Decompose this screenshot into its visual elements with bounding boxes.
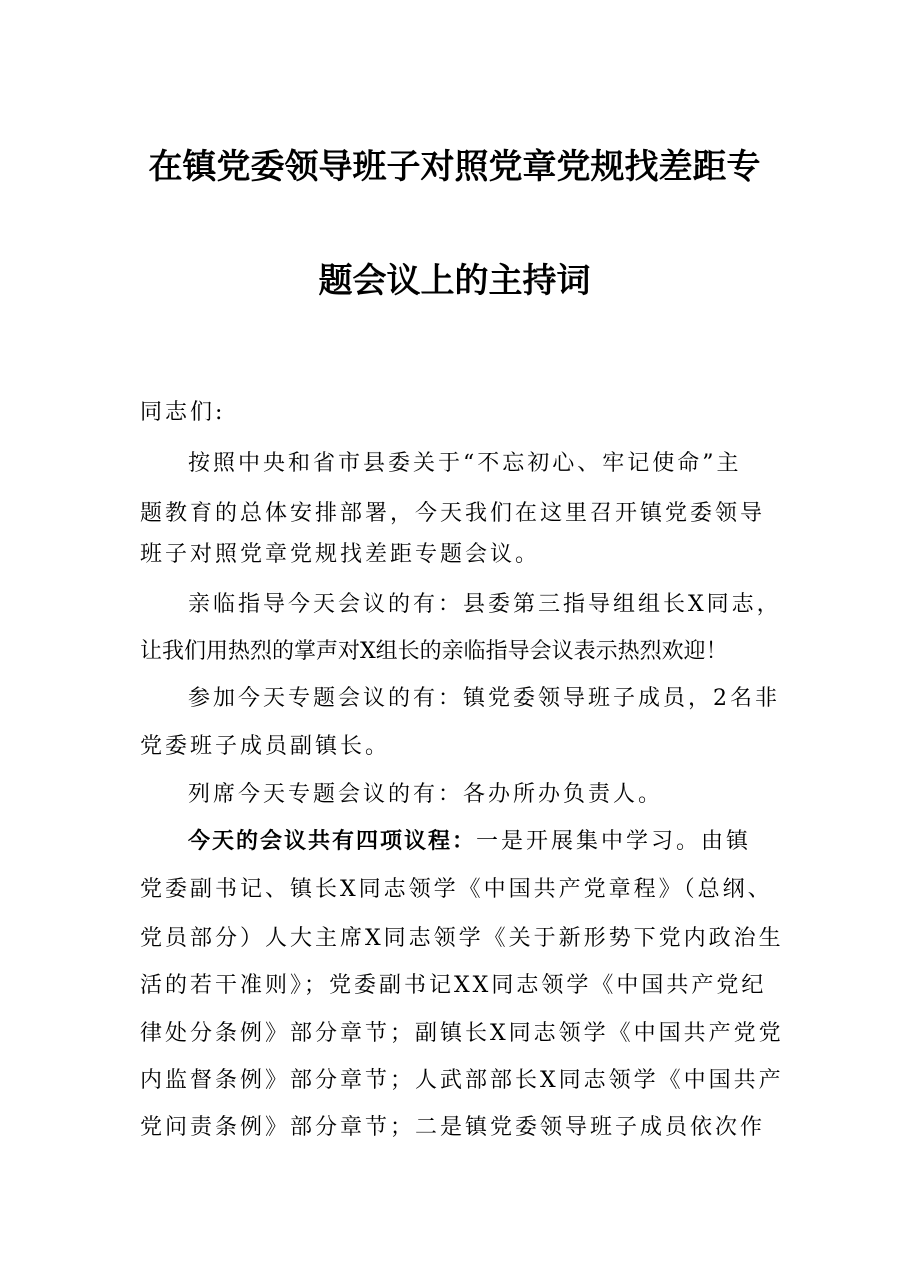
paragraph-line: 亲临指导今天会议的有：县委第三指导组组长X同志， xyxy=(188,592,782,617)
paragraph-line: 题教育的总体安排部署，今天我们在这里召开镇党委领导 xyxy=(140,501,766,526)
document-title-line-2: 题会议上的主持词 xyxy=(318,261,591,301)
paragraph-line: 党员部分）人大主席X同志领学《关于新形势下党内政治生 xyxy=(140,926,784,951)
paragraph-line: 参加今天专题会议的有：镇党委领导班子成员，2名非 xyxy=(188,686,780,711)
agenda-line-text: 一是开展集中学习。由镇 xyxy=(476,829,752,854)
paragraph-line: 班子对照党章党规找差距专题会议。 xyxy=(140,542,541,567)
paragraph-line: 让我们用热烈的掌声对X组长的亲临指导会议表示热烈欢迎！ xyxy=(140,639,728,664)
paragraph-line: 列席今天专题会议的有：各办所办负责人。 xyxy=(188,782,664,807)
paragraph-line: 党问责条例》部分章节；二是镇党委领导班子成员依次作 xyxy=(140,1115,766,1140)
agenda-line xyxy=(188,826,751,857)
paragraph-line: 党委副书记、镇长X同志领学《中国共产党章程》（总纲、 xyxy=(140,877,773,902)
agenda-lead-text: 今天的会议共有四项议程： xyxy=(188,828,477,854)
paragraph-line: 活的若干准则》；党委副书记XX同志领学《中国共产党纪 xyxy=(140,973,767,998)
document-title-line-1: 在镇党委领导班子对照党章党规找差距专 xyxy=(148,147,761,187)
paragraph-line: 按照中央和省市县委关于“不忘初心、牢记使命”主 xyxy=(188,451,742,476)
salutation: 同志们: xyxy=(140,400,226,425)
paragraph-line: 党委班子成员副镇长。 xyxy=(140,734,391,759)
paragraph-line: 律处分条例》部分章节；副镇长X同志领学《中国共产党党 xyxy=(140,1021,784,1046)
paragraph-line: 内监督条例》部分章节；人武部部长X同志领学《中国共产 xyxy=(140,1068,784,1093)
